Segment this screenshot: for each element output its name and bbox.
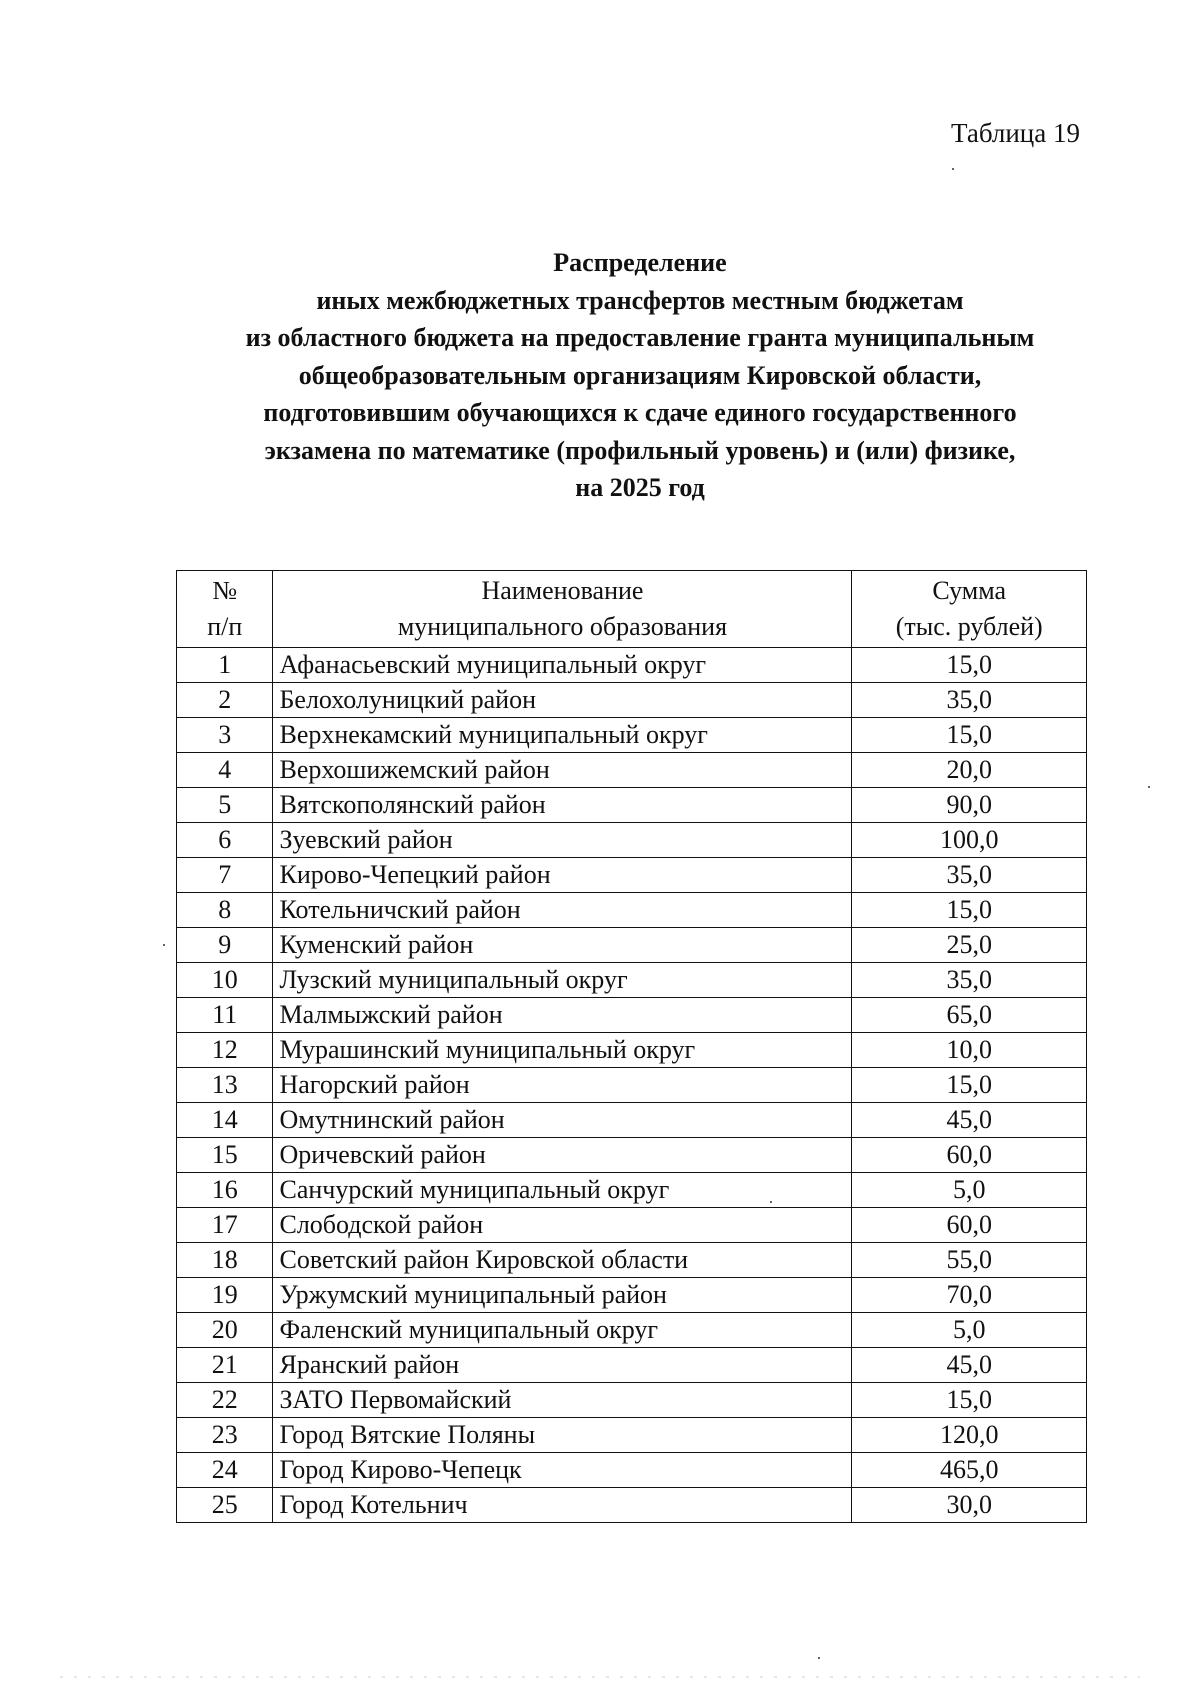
header-num-line: п/п bbox=[207, 612, 243, 641]
header-sum bbox=[852, 571, 1087, 648]
amount-value: 15,0 bbox=[852, 1383, 1087, 1418]
amount-value: 35,0 bbox=[852, 963, 1087, 998]
municipality-name: Город Кирово-Чепецк bbox=[273, 1453, 852, 1488]
row-number: 17 bbox=[177, 1208, 273, 1243]
scan-speck bbox=[163, 944, 165, 946]
row-number: 11 bbox=[177, 998, 273, 1033]
amount-value: 65,0 bbox=[852, 998, 1087, 1033]
municipality-name: Куменский район bbox=[273, 928, 852, 963]
amount-value: 25,0 bbox=[852, 928, 1087, 963]
table-row bbox=[177, 1383, 1087, 1418]
table-row bbox=[177, 1033, 1087, 1068]
row-number: 23 bbox=[177, 1418, 273, 1453]
header-name-line: муниципального образования bbox=[397, 612, 728, 641]
header-num-line: № bbox=[212, 576, 238, 605]
municipality-name: Верхнекамский муниципальный округ bbox=[273, 718, 852, 753]
table-row bbox=[177, 683, 1087, 718]
municipality-name: Город Вятские Поляны bbox=[273, 1418, 852, 1453]
header-name bbox=[273, 571, 852, 648]
table-header bbox=[177, 571, 1087, 648]
amount-value: 90,0 bbox=[852, 788, 1087, 823]
amount-value: 45,0 bbox=[852, 1348, 1087, 1383]
table-row bbox=[177, 998, 1087, 1033]
table-row bbox=[177, 1453, 1087, 1488]
amount-value: 120,0 bbox=[852, 1418, 1087, 1453]
document-title bbox=[0, 244, 1200, 507]
table-row bbox=[177, 858, 1087, 893]
table-row bbox=[177, 1348, 1087, 1383]
table-row bbox=[177, 893, 1087, 928]
row-number: 1 bbox=[177, 648, 273, 683]
amount-value: 30,0 bbox=[852, 1488, 1087, 1523]
row-number: 16 bbox=[177, 1173, 273, 1208]
title-line: на 2025 год bbox=[575, 473, 705, 502]
amount-value: 5,0 bbox=[852, 1173, 1087, 1208]
amount-value: 100,0 bbox=[852, 823, 1087, 858]
row-number: 20 bbox=[177, 1313, 273, 1348]
amount-value: 15,0 bbox=[852, 648, 1087, 683]
table-row bbox=[177, 1208, 1087, 1243]
table-row bbox=[177, 1103, 1087, 1138]
table-row bbox=[177, 648, 1087, 683]
municipality-name: Уржумский муниципальный район bbox=[273, 1278, 852, 1313]
row-number: 3 bbox=[177, 718, 273, 753]
amount-value: 60,0 bbox=[852, 1208, 1087, 1243]
table-row bbox=[177, 1418, 1087, 1453]
title-line: общеобразовательным организациям Кировской области, bbox=[298, 360, 982, 390]
municipality-name: Котельничский район bbox=[273, 893, 852, 928]
row-number: 12 bbox=[177, 1033, 273, 1068]
municipality-name: ЗАТО Первомайский bbox=[273, 1383, 852, 1418]
row-number: 21 bbox=[177, 1348, 273, 1383]
municipality-name: Нагорский район bbox=[273, 1068, 852, 1103]
row-number: 9 bbox=[177, 928, 273, 963]
municipality-name: Фаленский муниципальный округ bbox=[273, 1313, 852, 1348]
amount-value: 15,0 bbox=[852, 718, 1087, 753]
title-line: иных межбюджетных трансфертов местным бюджетам bbox=[316, 285, 964, 315]
amount-value: 15,0 bbox=[852, 893, 1087, 928]
table-row bbox=[177, 963, 1087, 998]
table-row bbox=[177, 1313, 1087, 1348]
row-number: 13 bbox=[177, 1068, 273, 1103]
row-number: 15 bbox=[177, 1138, 273, 1173]
amount-value: 20,0 bbox=[852, 753, 1087, 788]
table-row bbox=[177, 1138, 1087, 1173]
table-row bbox=[177, 718, 1087, 753]
header-name-line: Наименование bbox=[481, 576, 644, 605]
municipality-name: Советский район Кировской области bbox=[273, 1243, 852, 1278]
title-line: экзамена по математике (профильный уровень) и (или) физике, bbox=[264, 435, 1016, 465]
scan-speck bbox=[818, 1657, 820, 1659]
municipality-name: Лузский муниципальный округ bbox=[273, 963, 852, 998]
municipality-name: Слободской район bbox=[273, 1208, 852, 1243]
table-row bbox=[177, 1488, 1087, 1523]
row-number: 14 bbox=[177, 1103, 273, 1138]
amount-value: 10,0 bbox=[852, 1033, 1087, 1068]
row-number: 25 bbox=[177, 1488, 273, 1523]
row-number: 7 bbox=[177, 858, 273, 893]
municipality-name: Санчурский муниципальный округ bbox=[273, 1173, 852, 1208]
table-row bbox=[177, 1173, 1087, 1208]
amount-value: 35,0 bbox=[852, 683, 1087, 718]
table-row bbox=[177, 1243, 1087, 1278]
row-number: 19 bbox=[177, 1278, 273, 1313]
municipality-name: Яранский район bbox=[273, 1348, 852, 1383]
row-number: 5 bbox=[177, 788, 273, 823]
amount-value: 55,0 bbox=[852, 1243, 1087, 1278]
header-row bbox=[177, 571, 1087, 648]
municipality-name: Верхошижемский район bbox=[273, 753, 852, 788]
scan-speck bbox=[1148, 786, 1150, 788]
distribution-table bbox=[176, 570, 1087, 1523]
amount-value: 465,0 bbox=[852, 1453, 1087, 1488]
table-row bbox=[177, 1278, 1087, 1313]
amount-value: 5,0 bbox=[852, 1313, 1087, 1348]
municipality-name: Зуевский район bbox=[273, 823, 852, 858]
table-row bbox=[177, 928, 1087, 963]
row-number: 4 bbox=[177, 753, 273, 788]
row-number: 24 bbox=[177, 1453, 273, 1488]
amount-value: 15,0 bbox=[852, 1068, 1087, 1103]
table-body bbox=[177, 648, 1087, 1523]
amount-value: 60,0 bbox=[852, 1138, 1087, 1173]
table-row bbox=[177, 788, 1087, 823]
municipality-name: Белохолуницкий район bbox=[273, 683, 852, 718]
table-row bbox=[177, 753, 1087, 788]
table-row bbox=[177, 1068, 1087, 1103]
municipality-name: Вятскополянский район bbox=[273, 788, 852, 823]
scan-speck bbox=[770, 1201, 772, 1203]
header-num bbox=[177, 571, 273, 648]
title-line: Распределение bbox=[553, 248, 727, 277]
title-line: из областного бюджета на предоставление гранта муниципальным bbox=[245, 323, 1035, 352]
row-number: 2 bbox=[177, 683, 273, 718]
municipality-name: Оричевский район bbox=[273, 1138, 852, 1173]
header-sum-line: (тыс. рублей) bbox=[895, 612, 1043, 641]
amount-value: 35,0 bbox=[852, 858, 1087, 893]
row-number: 18 bbox=[177, 1243, 273, 1278]
municipality-name: Мурашинский муниципальный округ bbox=[273, 1033, 852, 1068]
municipality-name: Афанасьевский муниципальный округ bbox=[273, 648, 852, 683]
amount-value: 45,0 bbox=[852, 1103, 1087, 1138]
municipality-name: Омутнинский район bbox=[273, 1103, 852, 1138]
scan-speck bbox=[952, 168, 954, 170]
scan-noise-strip bbox=[60, 1676, 1140, 1678]
row-number: 6 bbox=[177, 823, 273, 858]
amount-value: 70,0 bbox=[852, 1278, 1087, 1313]
municipality-name: Город Котельнич bbox=[273, 1488, 852, 1523]
row-number: 10 bbox=[177, 963, 273, 998]
municipality-name: Кирово-Чепецкий район bbox=[273, 858, 852, 893]
row-number: 8 bbox=[177, 893, 273, 928]
row-number: 22 bbox=[177, 1383, 273, 1418]
table-row bbox=[177, 823, 1087, 858]
header-sum-line: Сумма bbox=[932, 576, 1007, 605]
title-line: подготовившим обучающихся к сдаче единого государственного bbox=[263, 398, 1017, 427]
table-number-label: Таблица 19 bbox=[951, 118, 1080, 148]
municipality-name: Малмыжский район bbox=[273, 998, 852, 1033]
